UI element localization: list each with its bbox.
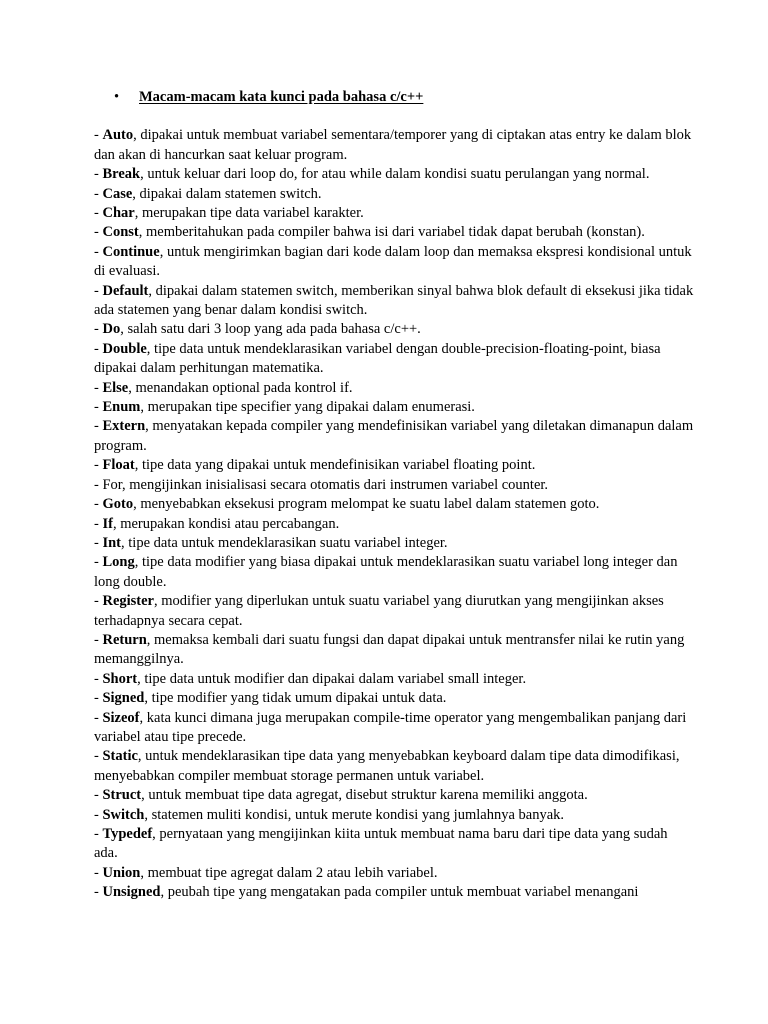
entry-keyword: Enum <box>102 399 141 416</box>
section-heading <box>94 88 694 107</box>
entry-keyword: Char <box>102 205 135 222</box>
keyword-entry <box>94 553 694 592</box>
keyword-entry <box>94 379 694 398</box>
entry-dash: - <box>94 224 103 241</box>
heading-text: Macam-macam kata kunci pada bahasa c/c++ <box>139 89 424 105</box>
entry-dash: - <box>94 166 103 183</box>
entry-keyword: Static <box>102 748 138 765</box>
keyword-entry <box>94 495 694 514</box>
entry-keyword: Unsigned <box>102 884 161 901</box>
keyword-entry <box>94 165 694 184</box>
entry-keyword: Short <box>102 670 138 687</box>
entry-description: , merupakan kondisi atau percabangan. <box>112 515 340 532</box>
entry-description: , salah satu dari 3 loop yang ada pada bahasa c/c++. <box>120 321 421 338</box>
entry-dash: - <box>94 631 103 648</box>
entry-description: , modifier yang diperlukan untuk suatu variabel yang diurutkan yang mengijinkan akses terhadapnya secara cepat. <box>94 593 664 629</box>
entry-dash: - <box>94 321 103 338</box>
entry-dash: - <box>94 476 103 493</box>
keyword-entry <box>94 825 694 864</box>
entry-description: , tipe data yang dipakai untuk mendefinisikan variabel floating point. <box>134 457 536 474</box>
entry-keyword: Typedef <box>102 826 153 843</box>
entry-keyword: Do <box>102 321 121 338</box>
keyword-entry <box>94 534 694 553</box>
entry-keyword: Signed <box>102 690 145 707</box>
entry-description: , tipe data untuk modifier dan dipakai dalam variabel small integer. <box>137 670 527 687</box>
keyword-entry <box>94 223 694 242</box>
entry-keyword: Switch <box>102 806 145 823</box>
entry-keyword: Break <box>102 166 141 183</box>
entry-description: For, mengijinkan inisialisasi secara otomatis dari instrumen variabel counter. <box>102 476 549 493</box>
entry-keyword: Goto <box>102 496 134 513</box>
keyword-entry <box>94 456 694 475</box>
entry-description: , menyebabkan eksekusi program melompat ke suatu label dalam statemen goto. <box>133 496 600 513</box>
entry-description: , memaksa kembali dari suatu fungsi dan dapat dipakai untuk mentransfer nilai ke rutin yang memanggilnya. <box>94 631 685 668</box>
entry-description: , merupakan tipe data variabel karakter. <box>134 205 364 222</box>
entry-description: , tipe data untuk mendeklarasikan variabel dengan double-precision-floating-point, biasa dipakai dalam perhitungan matematika. <box>94 340 661 377</box>
entry-keyword: Case <box>102 185 133 202</box>
document-page <box>94 88 694 903</box>
entry-dash: - <box>94 884 103 901</box>
keyword-entry <box>94 670 694 689</box>
entry-dash: - <box>94 806 103 823</box>
entry-dash: - <box>94 515 103 532</box>
entry-keyword: Continue <box>102 243 160 260</box>
entry-dash: - <box>94 554 103 571</box>
entry-keyword: Else <box>102 379 129 396</box>
keyword-list <box>94 126 694 902</box>
entry-keyword: Auto <box>102 127 134 144</box>
entry-description: , dipakai dalam statemen switch, memberikan sinyal bahwa blok default di eksekusi jika tidak ada statemen yang benar dalam kondisi switch. <box>94 282 694 319</box>
keyword-entry <box>94 243 694 282</box>
keyword-entry <box>94 806 694 825</box>
entry-description: , tipe data modifier yang biasa dipakai untuk mendeklarasikan suatu variabel long integer dan long double. <box>94 554 678 590</box>
entry-dash: - <box>94 418 103 435</box>
entry-keyword: Float <box>102 457 135 474</box>
entry-description: , untuk membuat tipe data agregat, disebut struktur karena memiliki anggota. <box>141 787 588 804</box>
entry-dash: - <box>94 826 103 843</box>
entry-dash: - <box>94 709 103 726</box>
entry-dash: - <box>94 127 103 144</box>
keyword-entry <box>94 592 694 631</box>
entry-dash: - <box>94 399 103 416</box>
entry-keyword: Sizeof <box>102 709 140 726</box>
entry-dash: - <box>94 340 103 357</box>
entry-dash: - <box>94 690 103 707</box>
entry-dash: - <box>94 457 103 474</box>
entry-keyword: Int <box>102 534 122 551</box>
entry-description: , kata kunci dimana juga merupakan compile-time operator yang mengembalikan panjang dari variabel atau tipe precede. <box>94 709 687 745</box>
entry-description: , pernyataan yang mengijinkan kiita untuk membuat nama baru dari tipe data yang sudah ada. <box>94 826 668 862</box>
keyword-entry <box>94 476 694 495</box>
entry-description: , memberitahukan pada compiler bahwa isi dari variabel tidak dapat berubah (konstan). <box>138 224 645 241</box>
entry-dash: - <box>94 534 103 551</box>
keyword-entry <box>94 185 694 204</box>
keyword-entry <box>94 709 694 748</box>
bullet-icon: • <box>114 89 120 105</box>
keyword-entry <box>94 515 694 534</box>
keyword-entry <box>94 747 694 786</box>
entry-dash: - <box>94 787 103 804</box>
entry-dash: - <box>94 205 103 222</box>
entry-keyword: If <box>102 515 113 532</box>
entry-description: , untuk mendeklarasikan tipe data yang menyebabkan keyboard dalam tipe data dimodifikasi, menyebabkan compiler membuat storage permanen untuk variabel. <box>94 748 680 784</box>
keyword-entry <box>94 282 694 321</box>
entry-description: , untuk keluar dari loop do, for atau while dalam kondisi suatu perulangan yang normal. <box>140 166 650 183</box>
keyword-entry <box>94 864 694 883</box>
entry-description: , menyatakan kepada compiler yang mendefinisikan variabel yang diletakan dimanapun dalam program. <box>94 418 694 454</box>
keyword-entry <box>94 126 694 165</box>
entry-keyword: Default <box>102 282 149 299</box>
entry-dash: - <box>94 379 103 396</box>
entry-dash: - <box>94 185 103 202</box>
entry-keyword: Extern <box>102 418 146 435</box>
keyword-entry <box>94 631 694 670</box>
entry-description: , statemen muliti kondisi, untuk merute kondisi yang jumlahnya banyak. <box>144 806 565 823</box>
entry-description: , dipakai untuk membuat variabel sementara/temporer yang di ciptakan atas entry ke dalam blok dan akan di hancurkan saat keluar program. <box>94 127 692 163</box>
entry-description: , dipakai dalam statemen switch. <box>132 185 322 202</box>
entry-keyword: Const <box>102 224 139 241</box>
keyword-entry <box>94 204 694 223</box>
entry-dash: - <box>94 670 103 687</box>
entry-dash: - <box>94 593 103 610</box>
entry-description: , untuk mengirimkan bagian dari kode dalam loop dan memaksa ekspresi kondisional untuk di evaluasi. <box>94 243 692 280</box>
entry-keyword: Long <box>102 554 135 571</box>
entry-keyword: Union <box>102 864 141 881</box>
entry-description: , merupakan tipe specifier yang dipakai dalam enumerasi. <box>140 399 475 416</box>
keyword-entry <box>94 340 694 379</box>
entry-description: , peubah tipe yang mengatakan pada compiler untuk membuat variabel menangani <box>160 884 639 901</box>
entry-dash: - <box>94 864 103 881</box>
entry-description: , membuat tipe agregat dalam 2 atau lebih variabel. <box>140 864 438 881</box>
entry-keyword: Struct <box>102 787 142 804</box>
entry-keyword: Return <box>102 631 147 648</box>
keyword-entry <box>94 689 694 708</box>
keyword-entry <box>94 417 694 456</box>
keyword-entry <box>94 786 694 805</box>
entry-dash: - <box>94 496 103 513</box>
keyword-entry <box>94 320 694 339</box>
entry-description: , menandakan optional pada kontrol if. <box>128 379 353 396</box>
entry-dash: - <box>94 243 103 260</box>
entry-description: , tipe modifier yang tidak umum dipakai untuk data. <box>144 690 447 707</box>
entry-dash: - <box>94 748 103 765</box>
keyword-entry <box>94 883 694 902</box>
entry-keyword: Register <box>102 593 154 610</box>
keyword-entry <box>94 398 694 417</box>
entry-keyword: Double <box>102 340 147 357</box>
entry-description: , tipe data untuk mendeklarasikan suatu variabel integer. <box>121 534 448 551</box>
entry-dash: - <box>94 282 103 299</box>
